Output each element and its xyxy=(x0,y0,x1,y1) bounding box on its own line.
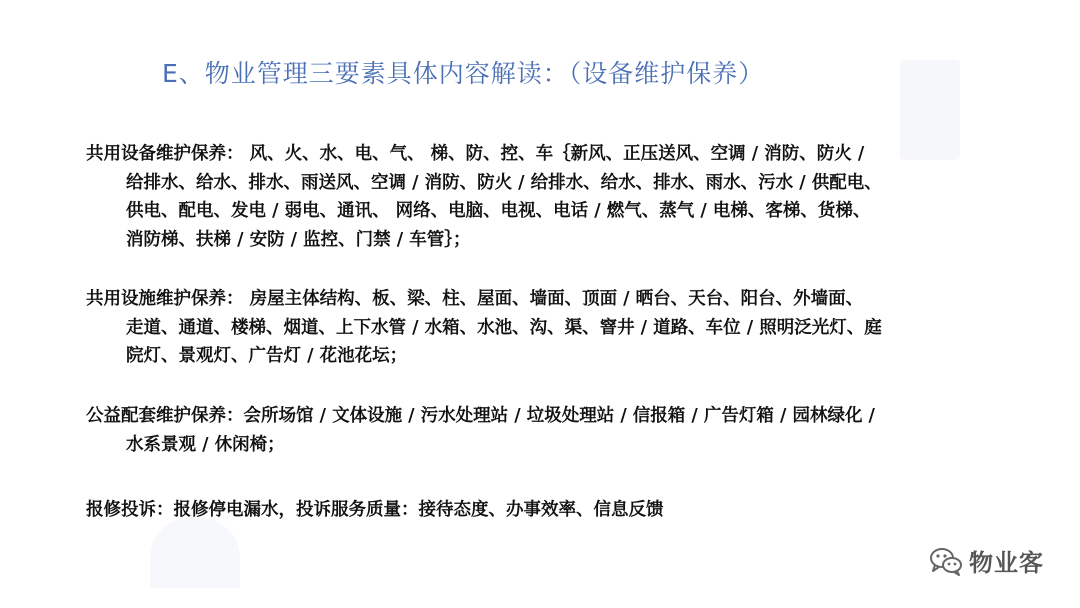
text-line: 共用设施维护保养： 房屋主体结构、板、梁、柱、屋面、墙面、顶面 / 晒台、天台、阳台、外墙面、 xyxy=(86,289,864,309)
watermark xyxy=(929,543,1044,578)
background-decoration xyxy=(150,518,240,588)
wechat-icon xyxy=(929,546,963,576)
slide-title: E、物业管理三要素具体内容解读：（设备维护保养） xyxy=(162,59,765,88)
text-line: 给排水、给水、排水、雨送风、空调 / 消防、防火 / 给排水、给水、排水、雨水、污水 / 供配电、 xyxy=(126,172,882,193)
section-public-amenities-maintenance xyxy=(86,402,1026,459)
text-line: 水系景观 / 休闲椅； xyxy=(126,434,285,455)
section-equipment-maintenance xyxy=(86,140,1026,254)
section-repair-complaints xyxy=(86,496,1026,525)
section-facility-maintenance xyxy=(86,285,1026,371)
text-line: 院灯、景观灯、广告灯 / 花池花坛； xyxy=(126,346,408,366)
watermark-text: 物业客 xyxy=(969,549,1044,577)
text-line: 消防梯、扶梯 / 安防 / 监控、门禁 / 车管｝； xyxy=(126,229,471,250)
text-line: 供电、配电、发电 / 弱电、通讯、 网络、电脑、电视、电话 / 燃气、蒸气 / 电梯、客梯、货梯、 xyxy=(126,201,871,221)
text-line: 走道、通道、楼梯、烟道、上下水管 / 水箱、水池、沟、渠、窨井 / 道路、车位 / 照明泛光灯、庭 xyxy=(126,317,882,338)
text-line: 公益配套维护保养：会所场馆 / 文体设施 / 污水处理站 / 垃圾处理站 / 信报箱 / 广告灯箱 / 园林绿化 / xyxy=(86,406,875,426)
text-line: 报修投诉：报修停电漏水，投诉服务质量：接待态度、办事效率、信息反馈 xyxy=(86,500,664,520)
text-line: 共用设备维护保养： 风、火、水、电、气、 梯、防、控、车｛新风、正压送风、空调 / 消防、防火 / xyxy=(86,144,865,164)
